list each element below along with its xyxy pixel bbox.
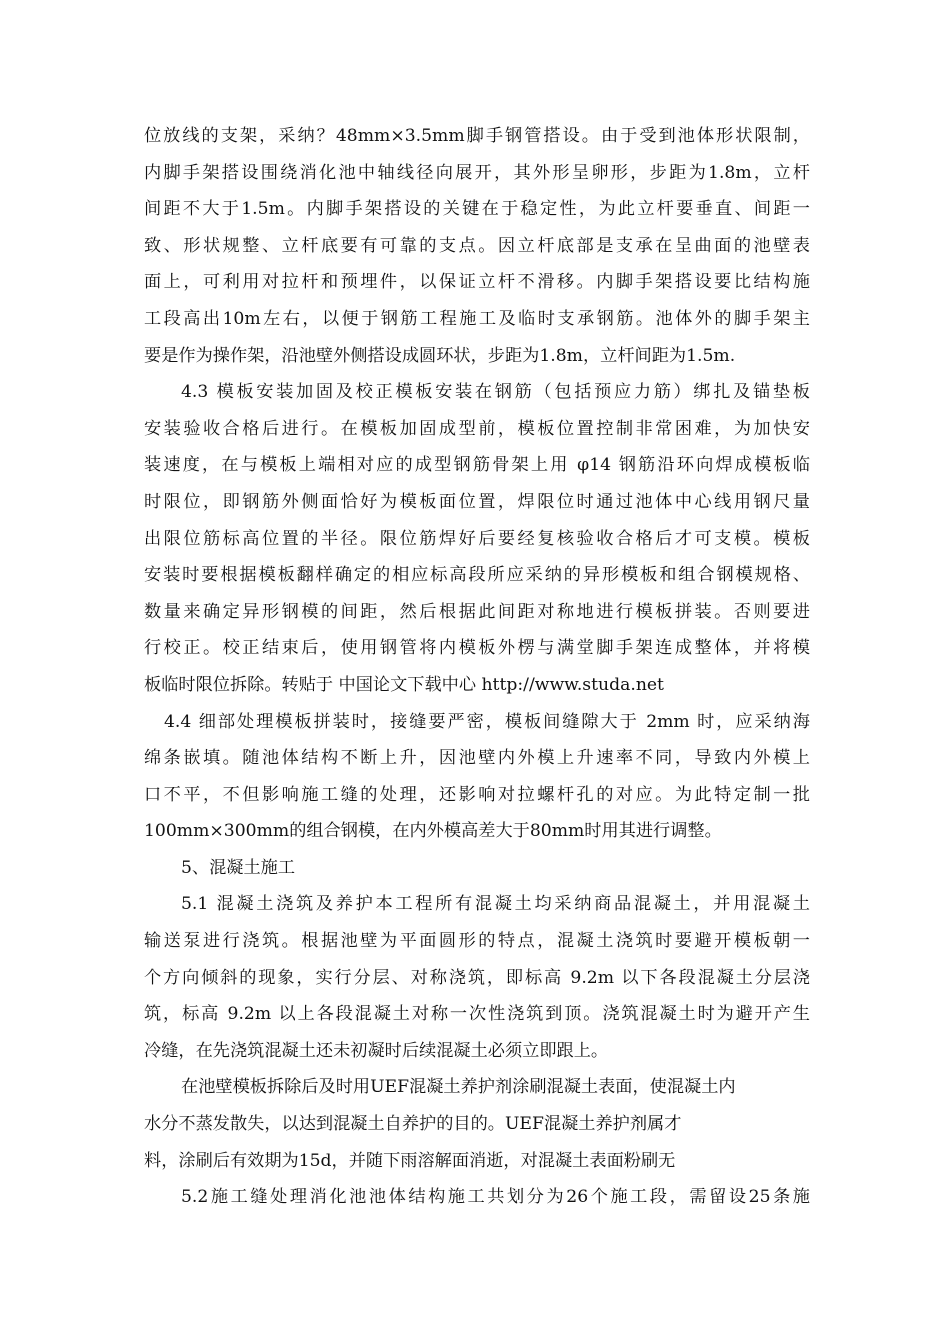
- text-line: 5.2施工缝处理消化池池体结构施工共划分为26个施工段，需留设25条施: [181, 1187, 810, 1208]
- text-line: 5.1 混凝土浇筑及养护本工程所有混凝土均采纳商品混凝土，并用混凝土: [181, 894, 810, 915]
- text-line: 工段高出10m左右，以便于钢筋工程施工及临时支承钢筋。池体外的脚手架主: [144, 308, 810, 329]
- text-line: 安装时要根据模板翻样确定的相应标高段所应采纳的异形模板和组合钢模规格、: [144, 565, 810, 586]
- body-text: [144, 118, 810, 1216]
- text-line: 面上，可利用对拉杆和预埋件，以保证立杆不滑移。内脚手架搭设要比结构施: [144, 272, 810, 293]
- text-line: 致、形状规整、立杆底要有可靠的支点。因立杆底部是支承在呈曲面的池壁表: [144, 235, 810, 256]
- text-line: 时限位，即钢筋外侧面恰好为模板面位置，焊限位时通过池体中心线用钢尺量: [144, 491, 810, 512]
- text-line: 间距不大于1.5m。内脚手架搭设的关键在于稳定性，为此立杆要垂直、间距一: [144, 199, 810, 220]
- text-line: 板临时限位拆除。转贴于 中国论文下载中心 http://www.studa.net: [144, 674, 664, 695]
- text-line: 在池壁模板拆除后及时用UEF混凝土养护剂涂刷混凝土表面，使混凝土内: [181, 1077, 736, 1098]
- text-line: 冷缝，在先浇筑混凝土还未初凝时后续混凝土必须立即跟上。: [144, 1040, 609, 1061]
- text-line: 数量来确定异形钢模的间距，然后根据此间距对称地进行模板拼装。否则要进: [144, 601, 810, 622]
- text-line: 要是作为操作架，沿池壁外侧搭设成圆环状，步距为1.8m，立杆间距为1.5m.: [144, 345, 736, 366]
- text-line: 行校正。校正结束后，使用钢管将内模板外楞与满堂脚手架连成整体，并将模: [144, 638, 810, 659]
- text-line: 出限位筋标高位置的半径。限位筋焊好后要经复核验收合格后才可支模。模板: [144, 528, 810, 549]
- text-line: 4.4 细部处理模板拼装时，接缝要严密，模板间缝隙大于 2mm 时，应采纳海: [164, 711, 810, 732]
- text-line: 内脚手架搭设围绕消化池中轴线径向展开，其外形呈卵形，步距为1.8m，立杆: [144, 162, 810, 183]
- text-line: 绵条嵌填。随池体结构不断上升，因池壁内外模上升速率不同，导致内外模上: [144, 748, 810, 769]
- text-line: 100mm×300mm的组合钢模，在内外模高差大于80mm时用其进行调整。: [144, 821, 722, 842]
- text-line: 装速度，在与模板上端相对应的成型钢筋骨架上用 φ14 钢筋沿环向焊成模板临: [144, 455, 810, 476]
- text-line: 输送泵进行浇筑。根据池壁为平面圆形的特点，混凝土浇筑时要避开模板朝一: [144, 931, 810, 952]
- text-line: 4.3 模板安装加固及校正模板安装在钢筋（包括预应力筋）绑扎及锚垫板: [181, 382, 810, 403]
- text-line: 5、混凝土施工: [181, 857, 296, 878]
- text-line: 安装验收合格后进行。在模板加固成型前，模板位置控制非常困难，为加快安: [144, 418, 810, 439]
- text-line: 个方向倾斜的现象，实行分层、对称浇筑，即标高 9.2m 以下各段混凝土分层浇: [144, 967, 810, 988]
- text-line: 位放线的支架，采纳？48mm×3.5mm脚手钢管搭设。由于受到池体形状限制，: [144, 126, 810, 146]
- text-line: 料，涂刷后有效期为15d，并随下雨溶解面消逝，对混凝土表面粉刷无: [144, 1150, 676, 1171]
- text-line: 筑，标高 9.2m 以上各段混凝土对称一次性浇筑到顶。浇筑混凝土时为避开产生: [144, 1004, 810, 1025]
- text-line: 口不平，不但影响施工缝的处理，还影响对拉螺杆孔的对应。为此特定制一批: [144, 784, 810, 805]
- text-line: 水分不蒸发散失，以达到混凝土自养护的目的。UEF混凝土养护剂属才: [144, 1114, 682, 1135]
